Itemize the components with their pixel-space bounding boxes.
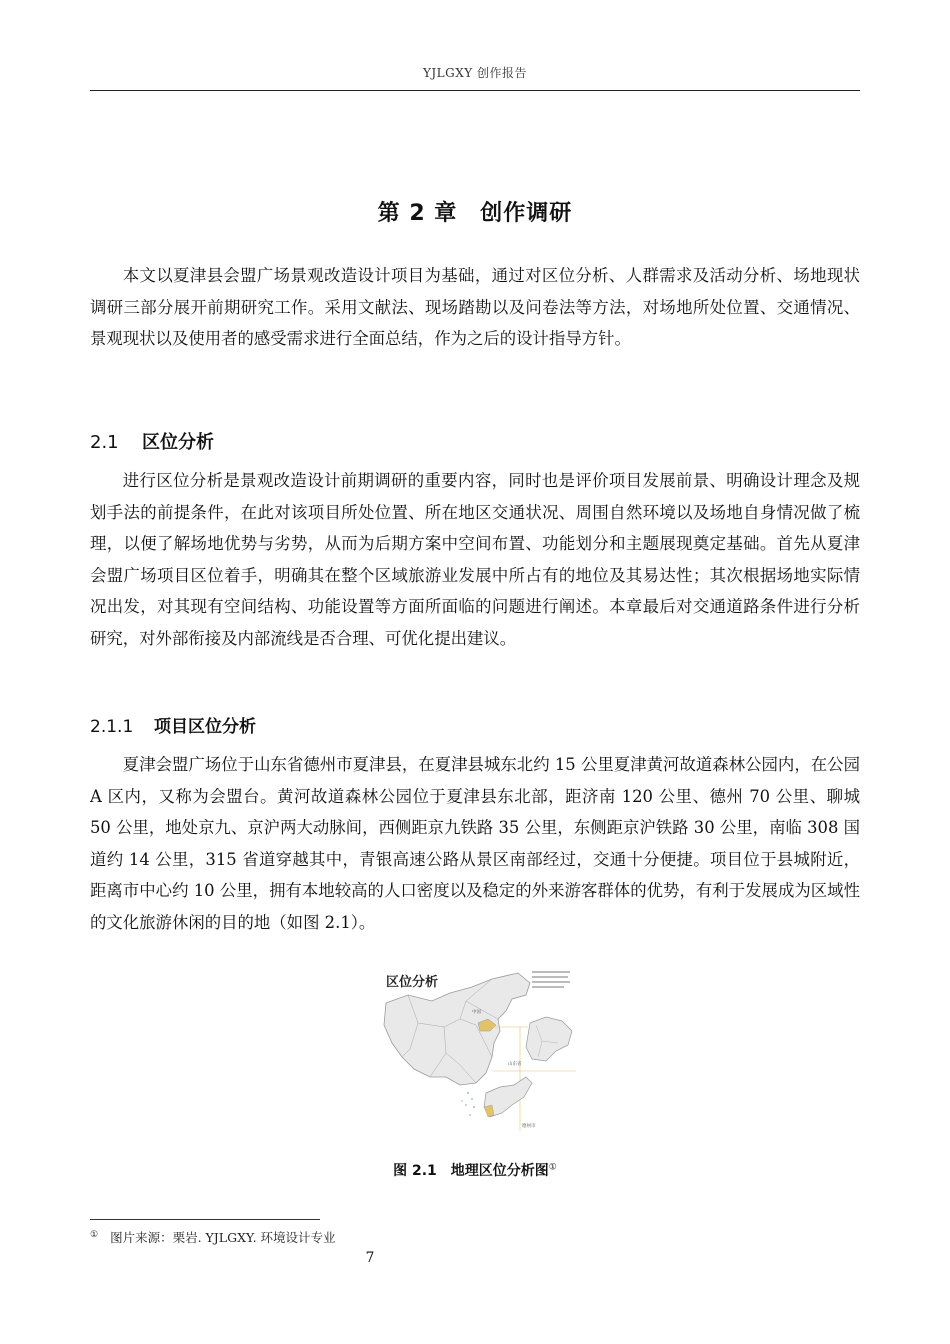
label-province: 山东省 [508,1062,522,1067]
page-header: YJLGXY 创作报告 [422,66,528,80]
footnote-divider [90,1219,320,1220]
section-number: 2.1 [90,432,119,453]
page-number: 7 [365,1250,375,1266]
section-heading-2-1-1 [90,712,256,737]
footnote [90,1228,336,1246]
intro-paragraph: 本文以夏津县会盟广场景观改造设计项目为基础，通过对区位分析、人群需求及活动分析、场地现状调研三部分展开前期研究工作。采用文献法、现场踏勘以及问卷法等方法，对场地所处位置、交通情况、景观现状以及使用者的感受需求进行全面总结，作为之后的设计指导方针。 [90,266,860,348]
figure-caption-text: 图 2.1 地理区位分析图 [393,1163,549,1179]
subsection-number: 2.1.1 [90,717,134,737]
location-map-figure [380,965,576,1133]
subsection-title: 项目区位分析 [154,717,256,737]
section-title: 区位分析 [142,432,214,453]
location-map [380,965,576,1133]
xiajin-highlight [484,1105,494,1117]
label-china: 中国 [472,1010,481,1015]
footnote-mark: ① [90,1229,99,1240]
label-city: 德州市 [522,1124,536,1129]
map-title: 区位分析 [386,975,439,990]
section-2-1-paragraph: 进行区位分析是景观改造设计前期调研的重要内容，同时也是评价项目发展前景、明确设计理念及规划手法的前提条件，在此对该项目所处位置、所在地区交通状况、周围自然环境以及场地自身情况做了梳理，以便了解场地优势与劣势，从而为后期方案中空间布置、功能划分和主题展现奠定基础。首先从夏津会盟广场项目区位着手，明确其在整个区域旅游业发展中所占有的地位及其易达性；其次根据场地实际情况出发，对其现有空间结构、功能设置等方面所面临的问题进行阐述。本章最后对交通道路条件进行分析研究，对外部衔接及内部流线是否合理、可优化提出建议。 [90,471,860,648]
south-sea-islands [461,1092,475,1116]
section-2-1-1-paragraph: 夏津会盟广场位于山东省德州市夏津县，在夏津县城东北约 15 公里夏津黄河故道森林公园内，在公园 A 区内，又称为会盟台。黄河故道森林公园位于夏津县东北部，距济南 120 公里、德州 70 公里、聊城 50 公里，地处京九、京沪两大动脉间，西侧距京九铁路 35 公里，东侧距京沪铁路 30 公里，南临 308 国道约 14 公里，315 省道穿越其中，青银高速公路从景区南部经过，交通十分便捷。项目位于县城附近，距离市中心约 10 公里，拥有本地较高的人口密度以及稳定的外来游客群体的优势，有利于发展成为区域性的文化旅游休闲的目的地（如图 2.1）。 [90,755,860,932]
figure-caption-mark: ① [548,1162,557,1173]
header-divider [90,90,860,91]
shandong-inset [526,1017,572,1061]
figure-caption [90,1160,860,1180]
chapter-title: 第 2 章 创作调研 [377,201,573,226]
footnote-text: 图片来源：栗岩. YJLGXY. 环境设计专业 [110,1230,336,1245]
section-heading-2-1 [90,428,214,454]
map-legend-note [532,971,570,988]
